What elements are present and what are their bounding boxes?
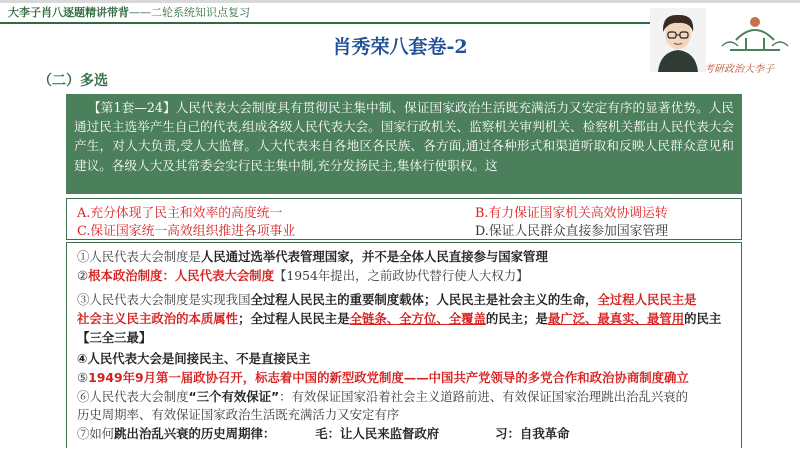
question-box: [66, 94, 742, 194]
section-label: （二）多选: [38, 73, 108, 89]
header-dash: ——: [129, 6, 151, 19]
analysis-line-1: ①人民代表大会制度是人民通过选举代表管理国家，并不是全体人民直接参与国家管理: [77, 249, 548, 264]
analysis-line-2: ②根本政治制度：人民代表大会制度【1954年提出，之前政协代替行使人大权力】: [77, 268, 529, 283]
course-title: 大李子肖八逐题精讲带背: [8, 6, 129, 19]
analysis-line-9: 历史周期率、有效保证国家政治生活既充满活力又安定有序: [77, 407, 400, 422]
slide-title: 肖秀荣八套卷-2: [332, 36, 468, 58]
analysis-box: [66, 242, 742, 448]
option-b[interactable]: B.有力保证国家机关高效协调运转: [475, 206, 668, 221]
options-box: [66, 198, 742, 240]
analysis-line-10: ⑦如何跳出治乱兴衰的历史周期律： 毛：让人民来监督政府 习：自我革命: [77, 426, 570, 441]
course-subtitle: 二轮系统知识点复习: [151, 6, 250, 19]
presenter-avatar-icon: [650, 8, 706, 72]
brand-logo-text: 考研政治大李子: [704, 64, 774, 75]
analysis-line-4: 社会主义民主政治的本质属性；全过程人民民主是全链条、全方位、全覆盖的民主；是最广泛、最真实、最管用的民主: [77, 311, 722, 326]
analysis-line-6: ④人民代表大会是间接民主、不是直接民主: [77, 351, 311, 366]
header-divider: [0, 22, 650, 24]
option-c[interactable]: C.保证国家统一高效组织推进各项事业: [77, 224, 296, 239]
question-text: 【第1套—24】人民代表大会制度具有贯彻民主集中制、保证国家政治生活既充满活力又安定有序的显著优势。人民通过民主选举产生自己的代表,组成各级人民代表大会。国家行政机关、监察机关审判机关、检察机关都由人民代表大会产生，对人大负责,受人大监督。人大代表来自各地区各民族、各方面,通过各种形式和渠道听取和反映人民群众意见和建议。各级人大及其常委会实行民主集中制,充分发扬民主,集体行使职权。这: [74, 100, 734, 173]
option-a[interactable]: A.充分体现了民主和效率的高度统一: [77, 206, 283, 221]
course-header: [8, 4, 250, 20]
analysis-line-5: 【三全三最】: [77, 330, 152, 345]
top-strip: [0, 0, 800, 3]
analysis-line-8: ⑥人民代表大会制度“三个有效保证”：有效保证国家沿着社会主义道路前进、有效保证国家治理跳出治乱兴衰的: [77, 389, 689, 404]
analysis-line-3: ③人民代表大会制度是实现我国全过程人民民主的重要制度载体；人民民主是社会主义的生命，全过程人民民主是: [77, 292, 697, 307]
option-d[interactable]: D.保证人民群众直接参加国家管理: [475, 224, 669, 239]
analysis-line-7: ⑤1949年9月第一届政协召开，标志着中国的新型政党制度——中国共产党领导的多党合作和政治协商制度确立: [77, 370, 689, 385]
